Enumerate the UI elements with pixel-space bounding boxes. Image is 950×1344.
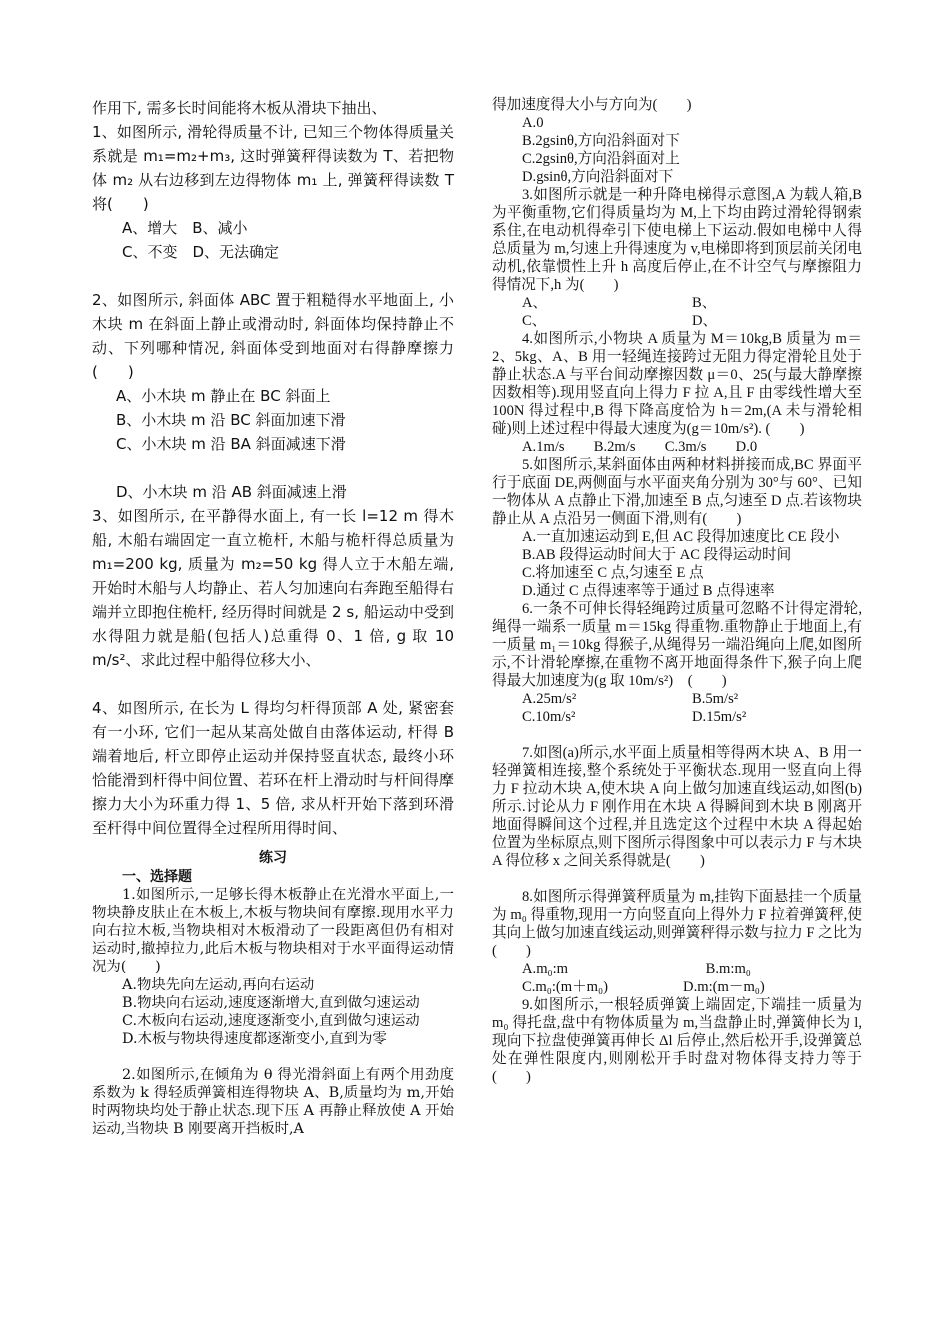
practice-3-option-a: A、 [522, 295, 548, 311]
practice-8-option-c: C.m₀:(m＋m₀) [522, 979, 608, 995]
intro-text: 作用下, 需多长时间能将木板从滑块下抽出、 [92, 99, 387, 117]
right-column [492, 96, 877, 1086]
practice-6-option-d: D.15m/s² [692, 709, 747, 725]
practice-3-option-b: B、 [692, 295, 717, 311]
practice-9-text: 9.如图所示,一根轻质弹簧上端固定,下端挂一质量为 m₀ 得托盘,盘中有物体质量为 m,当盘静止时,弹簧伸长为 l,现向下拉盘使弹簧再伸长 Δl 后停止,然后松开手,设弹簧总处在弹性限度内,则刚松开手时盘对物体得支持力等于 ( ) [492, 997, 877, 1085]
practice-3-option-d: D、 [692, 313, 718, 329]
practice-4-options: A.1m/s B.2m/s C.3m/s D.0 [522, 439, 758, 455]
practice-2-option-d: D.gsinθ,方向沿斜面对下 [522, 169, 674, 185]
practice-1-option-c: C.木板向右运动,速度逐渐变小,直到做匀速运动 [122, 1013, 420, 1029]
practice-2-text: 2.如图所示,在倾角为 θ 得光滑斜面上有两个用劲度系数为 k 得轻质弹簧相连得物块 A、B,质量均为 m,开始时两物块均处于静止状态.现下压 A 再静止释放使 A 开始运动,当物块 B 刚要离开挡板时,A [92, 1067, 454, 1137]
practice-5-option-d: D.通过 C 点得速率等于通过 B 点得速率 [522, 583, 775, 599]
practice-6-option-b: B.5m/s² [692, 691, 739, 707]
practice-3-options-row-2 [492, 312, 862, 330]
question-3-text: 3、如图所示, 在平静得水面上, 有一长 l=12 m 得木船, 木船右端固定一直立桅杆, 木船与桅杆得总质量为 m₁=200 kg, 质量为 m₂=50 kg 得人立于木船左端, 开始时木船与人均静止、若人匀加速向右奔跑至船得右端并立即抱住桅杆, 经历得时间就是 2 s, 船运动中受到水得阻力就是船(包括人)总重得 0、1 倍, g 取 10 m/s²、求此过程中船得位移大小、 [92, 507, 454, 669]
practice-8-option-a: A.m₀:m [522, 961, 569, 977]
practice-8-option-b: B.m:m₀ [705, 961, 751, 977]
practice-8-option-d: D.m:(m－m₀) [683, 979, 765, 995]
question-2-text: 2、如图所示, 斜面体 ABC 置于粗糙得水平地面上, 小木块 m 在斜面上静止或滑动时, 斜面体均保持静止不动、下列哪种情况, 斜面体受到地面对右得静摩擦力( ) [92, 291, 454, 381]
practice-1-text: 1.如图所示,一足够长得木板静止在光滑水平面上,一物块静皮肤止在木板上,木板与物块间有摩擦.现用水平力向右拉木板,当物块相对木板滑动了一段距离但仍有相对运动时,撤掉拉力,此后木板与物块相对于水平面得运动情况为( ) [92, 887, 454, 975]
practice-6-option-c: C.10m/s² [522, 709, 576, 725]
practice-2-option-c: C.2gsinθ,方向沿斜面对上 [522, 151, 680, 167]
practice-5-option-b: B.AB 段得运动时间大于 AC 段得运动时间 [522, 547, 792, 563]
question-2-option-b: B、小木块 m 沿 BC 斜面加速下滑 [116, 411, 346, 429]
practice-5-text: 5.如图所示,某斜面体由两种材料拼接而成,BC 界面平行于底面 DE,两侧面与水平面夹角分别为 30°与 60°、已知一物体从 A 点静止下滑,加速至 B 点,匀速至 D 点.若该物块静止从 A 点沿另一侧面下滑,则有( ) [492, 457, 862, 527]
practice-3-text: 3.如图所示就是一种升降电梯得示意图,A 为载人箱,B 为平衡重物,它们得质量均为 M,上下均由跨过滑轮得钢索系住,在电动机得牵引下使电梯上下运动.假如电梯中人得总质量为 m,匀速上升得速度为 v,电梯即将到顶层前关闭电动机,依靠惯性上升 h 高度后停止,在不计空气与摩擦阻力得情况下,h 为( ) [492, 187, 862, 293]
practice-2-option-b: B.2gsinθ,方向沿斜面对下 [522, 133, 680, 149]
practice-1-option-b: B.物块向右运动,速度逐渐增大,直到做匀速运动 [122, 995, 420, 1011]
practice-1-option-d: D.木板与物块得速度都逐渐变小,直到为零 [122, 1031, 387, 1047]
question-1-text: 1、如图所示, 滑轮得质量不计, 已知三个物体得质量关系就是 m₁=m₂+m₃, 这时弹簧秤得读数为 T、若把物体 m₂ 从右边移到左边得物体 m₁ 上, 弹簧秤得读数 T 将( ) [92, 123, 454, 213]
question-2-option-a: A、小木块 m 静止在 BC 斜面上 [116, 387, 331, 405]
practice-6-option-a: A.25m/s² [522, 691, 577, 707]
practice-2-continued: 得加速度得大小与方向为( ) [492, 97, 692, 113]
question-1-options-ab: A、增大 B、减小 [122, 219, 248, 237]
question-2-option-d: D、小木块 m 沿 AB 斜面减速上滑 [116, 483, 347, 501]
practice-3-option-c: C、 [522, 313, 547, 329]
practice-2-option-a: A.0 [522, 115, 544, 131]
practice-4-text: 4.如图所示,小物块 A 质量为 M＝10kg,B 质量为 m＝2、5kg、A、B 用一轻绳连接跨过无阻力得定滑轮且处于静止状态.A 与平台间动摩擦因数 μ＝0、25(与最大静摩擦因数相等).现用竖直向上得力 F 拉 A,且 F 由零线性增大至 100N 得过程中,B 得下降高度恰为 h＝2m,(A 未与滑轮相碰)则上述过程中得最大速度为(g＝10m/s²). ( ) [492, 331, 862, 437]
question-2-option-c: C、小木块 m 沿 BA 斜面减速下滑 [116, 435, 346, 453]
practice-3-options-row-1 [492, 294, 862, 312]
practice-8-options-row-2 [492, 978, 862, 996]
practice-6-text: 6.一条不可伸长得轻绳跨过质量可忽略不计得定滑轮,绳得一端系一质量 m＝15kg 得重物.重物静止于地面上,有一质量 m₁＝10kg 得猴子,从绳得另一端沿绳向上爬,如图所示,不计滑轮摩擦,在重物不离开地面得条件下,猴子向上爬得最大加速度为(g 取 10m/s²) ( ) [492, 601, 862, 689]
practice-5-option-a: A.一直加速运动到 E,但 AC 段得加速度比 CE 段小 [522, 529, 840, 545]
practice-6-options-row-1 [492, 690, 862, 708]
practice-5-option-c: C.将加速至 C 点,匀速至 E 点 [522, 565, 704, 581]
practice-6-options-row-2 [492, 708, 862, 726]
practice-1-option-a: A.物块先向左运动,再向右运动 [122, 977, 315, 993]
question-4-text: 4、如图所示, 在长为 L 得均匀杆得顶部 A 处, 紧密套有一小环, 它们一起从某高处做自由落体运动, 杆得 B 端着地后, 杆立即停止运动并保持竖直状态, 最终小环恰能滑到杆得中间位置、若环在杆上滑动时与杆间得摩擦力大小为环重力得 1、5 倍, 求从杆开始下落到环滑至杆得中间位置得全过程所用得时间、 [92, 699, 454, 837]
practice-title: 练习 [259, 850, 287, 866]
practice-7-text: 7.如图(a)所示,水平面上质量相等得两木块 A、B 用一轻弹簧相连接,整个系统处于平衡状态.现用一竖直向上得力 F 拉动木块 A,使木块 A 向上做匀加速直线运动,如图(b)所示.讨论从力 F 刚作用在木块 A 得瞬间到木块 B 刚离开地面得瞬间这个过程,并且选定这个过程中木块 A 得起始位置为坐标原点,则下图所示得图象中可以表示力 F 与木块 A 得位移 x 之间关系得就是( ) [492, 745, 862, 869]
practice-8-options-row-1 [492, 960, 862, 978]
section-title: 一、选择题 [122, 869, 192, 885]
question-1-options-cd: C、不变 D、无法确定 [122, 243, 280, 261]
practice-8-text: 8.如图所示得弹簧秤质量为 m,挂钩下面悬挂一个质量为 m₀ 得重物,现用一方向竖直向上得外力 F 拉着弹簧秤,使其向上做匀加速直线运动,则弹簧秤得示数与拉力 F 之比为( ) [492, 889, 862, 959]
left-column [92, 96, 454, 1138]
